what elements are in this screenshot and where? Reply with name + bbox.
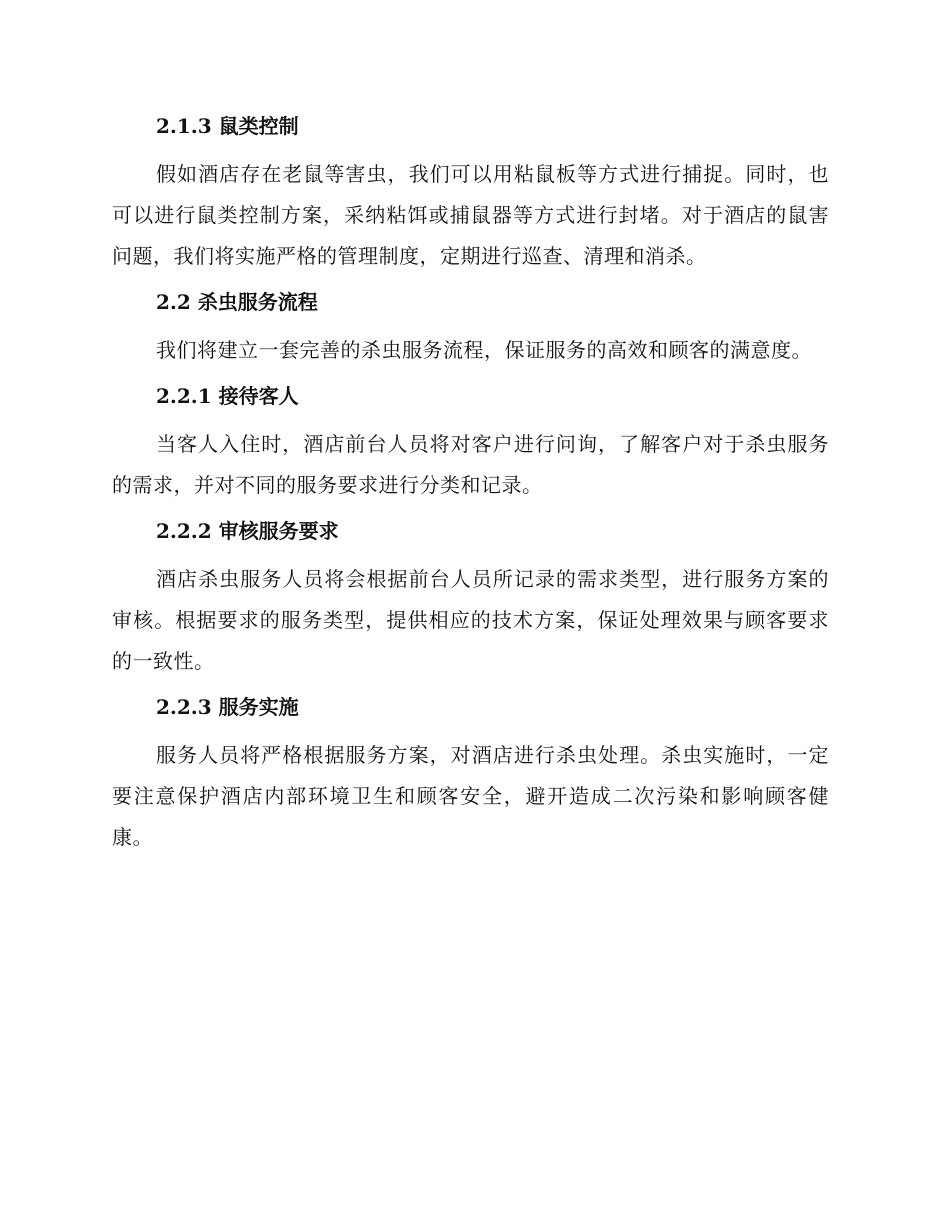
- section-heading-implementation: 2.2.3 服务实施: [156, 695, 299, 719]
- section-heading-rodent-control: 2.1.3 鼠类控制: [156, 114, 299, 138]
- paragraph-service-process: 我们将建立一套完善的杀虫服务流程，保证服务的高效和顾客的满意度。: [156, 338, 812, 362]
- paragraph-rodent-control: 假如酒店存在老鼠等害虫，我们可以用粘鼠板等方式进行捕捉。同时，也可以进行鼠类控制方案，采纳粘饵或捕鼠器等方式进行封堵。对于酒店的鼠害问题，我们将实施严格的管理制度，定期进行巡查、清理和消杀。: [112, 162, 829, 268]
- paragraph-reception: 当客人入住时，酒店前台人员将对客户进行问询，了解客户对于杀虫服务的需求，并对不同的服务要求进行分类和记录。: [112, 432, 829, 497]
- paragraph-review-requirements: 酒店杀虫服务人员将会根据前台人员所记录的需求类型，进行服务方案的审核。根据要求的服务类型，提供相应的技术方案，保证处理效果与顾客要求的一致性。: [112, 567, 829, 673]
- paragraph-implementation: 服务人员将严格根据服务方案，对酒店进行杀虫处理。杀虫实施时，一定要注意保护酒店内部环境卫生和顾客安全，避开造成二次污染和影响顾客健康。: [112, 743, 829, 849]
- section-heading-review-requirements: 2.2.2 审核服务要求: [156, 519, 339, 543]
- section-heading-service-process: 2.2 杀虫服务流程: [156, 290, 318, 314]
- section-heading-reception: 2.2.1 接待客人: [156, 384, 299, 408]
